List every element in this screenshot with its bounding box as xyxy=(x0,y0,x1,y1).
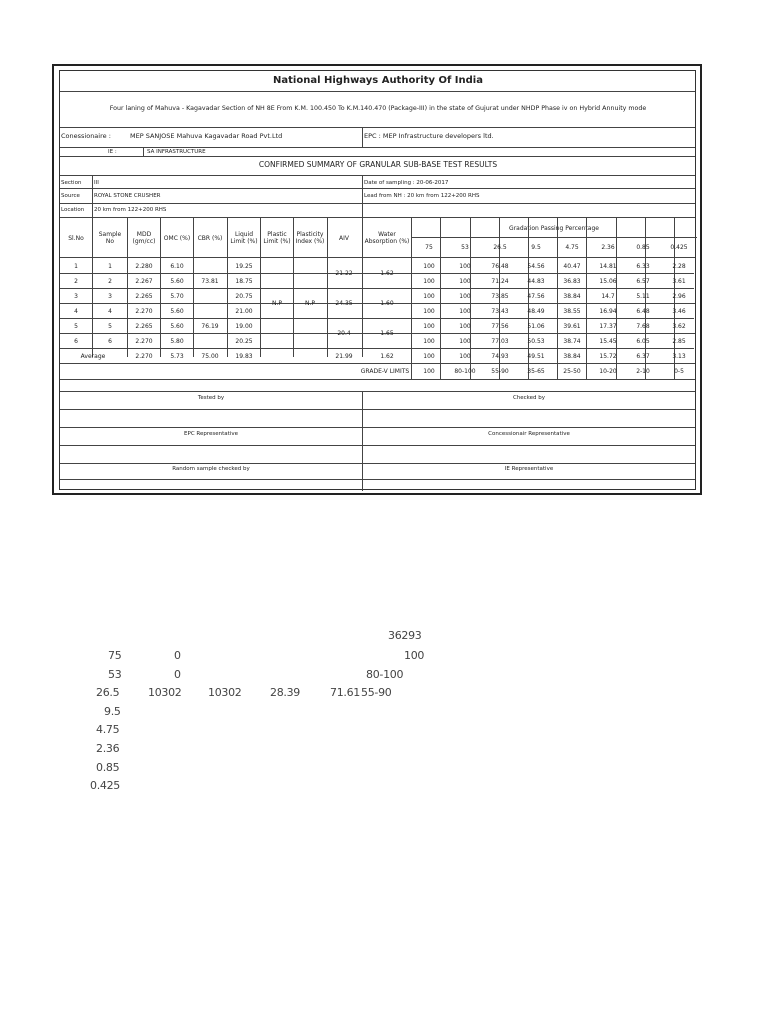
table-row-gradation: 100 xyxy=(459,308,471,315)
header-sample: Sample xyxy=(98,231,122,238)
rule xyxy=(193,217,194,357)
loose-value: 0 xyxy=(174,668,181,681)
table-row-mdd: 2.270 xyxy=(135,338,153,345)
report-title: CONFIRMED SUMMARY OF GRANULAR SUB-BASE TEST RESULTS xyxy=(258,160,498,169)
table-row-gradation: 47.56 xyxy=(527,293,545,300)
section-label: Section xyxy=(61,180,82,186)
rule xyxy=(60,91,695,92)
rule xyxy=(60,445,695,446)
rule xyxy=(60,409,695,410)
table-row-mdd: 2.265 xyxy=(135,323,153,330)
aiv-value: 20.4 xyxy=(337,330,351,337)
table-row-mdd: 2.265 xyxy=(135,293,153,300)
ie-rep-label: IE Representative xyxy=(504,466,554,472)
table-row-gradation: 100 xyxy=(423,323,435,330)
lead-text: Lead from NH : 20 km from 122+200 RHS xyxy=(364,193,480,199)
average-mdd: 2.270 xyxy=(135,353,153,360)
rule xyxy=(60,391,695,392)
rule xyxy=(60,156,695,157)
average-omc: 5.73 xyxy=(170,353,184,360)
sieve-header: 4.75 xyxy=(565,244,579,251)
table-row-gradation: 77.03 xyxy=(491,338,509,345)
tested-by-label: Tested by xyxy=(197,395,225,401)
header-omc: OMC (%) xyxy=(163,235,191,242)
concessionaire-rep-label: Concessionair Representative xyxy=(488,431,570,437)
grade-limit: 2-10 xyxy=(636,368,650,375)
sieve-header: 75 xyxy=(425,244,433,251)
concessionaire-value: MEP SANJOSE Mahuva Kagavadar Road Pvt.Ltd xyxy=(130,132,283,140)
table-row-mdd: 2.270 xyxy=(135,308,153,315)
header-pl-unit: Limit (%) xyxy=(263,238,291,245)
section-value: III xyxy=(94,180,99,186)
table-row-gradation: 40.47 xyxy=(563,263,581,270)
table-row-ll: 20.25 xyxy=(235,338,253,345)
header-mdd: MDD xyxy=(136,231,152,238)
average-gradation: 100 xyxy=(423,353,435,360)
rule xyxy=(60,273,694,274)
table-row-ll: 20.75 xyxy=(235,293,253,300)
sieve-header: 9.5 xyxy=(531,244,541,251)
loose-value: 36293 xyxy=(388,629,422,642)
average-gradation: 100 xyxy=(459,353,471,360)
grade-limit: 80-100 xyxy=(454,368,476,375)
average-aiv: 21.99 xyxy=(335,353,353,360)
table-row-slno: 6 xyxy=(74,338,78,345)
aiv-value: 24.35 xyxy=(335,300,353,307)
table-row-gradation: 7.68 xyxy=(636,323,650,330)
rule xyxy=(60,217,695,218)
rule xyxy=(227,217,228,357)
table-row-gradation: 38.74 xyxy=(563,338,581,345)
rule xyxy=(60,303,695,304)
table-row-slno: 3 xyxy=(74,293,78,300)
water-absorption-value: 1.65 xyxy=(380,330,394,337)
source-value: ROYAL STONE CRUSHER xyxy=(94,193,161,199)
rule xyxy=(60,379,695,380)
location-value: 20 km from 122+200 RHS xyxy=(94,207,167,213)
source-label: Source xyxy=(61,193,80,199)
rule xyxy=(60,348,694,349)
loose-value: 28.39 xyxy=(270,686,300,699)
water-absorption-value: 1.62 xyxy=(380,270,394,277)
rule xyxy=(362,127,363,147)
average-gradation: 74.93 xyxy=(491,353,509,360)
header-cbr: CBR (%) xyxy=(197,235,223,242)
loose-sieve: 0.425 xyxy=(90,779,120,792)
header-sample-no: No xyxy=(105,238,115,245)
rule xyxy=(60,175,695,176)
table-row-sample: 6 xyxy=(108,338,112,345)
grade-limit: 55-90 xyxy=(491,368,509,375)
rule xyxy=(60,333,695,334)
table-row-gradation: 16.94 xyxy=(599,308,617,315)
header-pl: Plastic xyxy=(267,231,287,238)
table-row-gradation: 38.84 xyxy=(563,293,581,300)
rule xyxy=(411,237,697,238)
grade-limit: 35-65 xyxy=(527,368,545,375)
table-row-gradation: 14.7 xyxy=(601,293,615,300)
table-row-ll: 19.00 xyxy=(235,323,253,330)
sieve-header: 0.425 xyxy=(670,244,688,251)
table-row-omc: 5.60 xyxy=(170,323,184,330)
table-row-omc: 5.70 xyxy=(170,293,184,300)
header-water: Water xyxy=(378,231,396,238)
table-row-gradation: 100 xyxy=(423,278,435,285)
loose-value: 10302 xyxy=(208,686,242,699)
rule xyxy=(92,217,93,357)
loose-sieve: 53 xyxy=(108,668,122,681)
table-row-gradation: 71.24 xyxy=(491,278,509,285)
table-row-ll: 21.00 xyxy=(235,308,253,315)
table-row-gradation: 6.05 xyxy=(636,338,650,345)
table-row-sample: 3 xyxy=(108,293,112,300)
table-row-gradation: 100 xyxy=(423,293,435,300)
rule xyxy=(60,203,695,204)
table-row-gradation: 44.83 xyxy=(527,278,545,285)
table-row-gradation: 100 xyxy=(459,278,471,285)
grade-limit: 0-5 xyxy=(674,368,684,375)
date-of-sampling: Date of sampling : 20-06-2017 xyxy=(364,180,449,186)
rule xyxy=(557,217,558,379)
table-row-mdd: 2.267 xyxy=(135,278,153,285)
average-gradation: 49.51 xyxy=(527,353,545,360)
table-row-gradation: 76.48 xyxy=(491,263,509,270)
loose-value: 0 xyxy=(174,649,181,662)
table-row-gradation: 6.57 xyxy=(636,278,650,285)
average-gradation: 15.72 xyxy=(599,353,617,360)
location-label: Location xyxy=(61,207,85,213)
epc-text: EPC : MEP Infrastructure developers ltd. xyxy=(364,132,494,140)
table-row-sample: 4 xyxy=(108,308,112,315)
table-row-gradation: 73.85 xyxy=(491,293,509,300)
sieve-header: 0.85 xyxy=(636,244,650,251)
table-row-gradation: 100 xyxy=(423,338,435,345)
table-row-gradation: 100 xyxy=(423,308,435,315)
table-row-omc: 5.60 xyxy=(170,278,184,285)
table-row-gradation: 39.61 xyxy=(563,323,581,330)
table-row-gradation: 50.53 xyxy=(527,338,545,345)
table-row-gradation: 100 xyxy=(459,293,471,300)
rule xyxy=(440,217,441,379)
table-row-mdd: 2.280 xyxy=(135,263,153,270)
loose-sieve: 75 xyxy=(108,649,122,662)
table-row-gradation: 38.55 xyxy=(563,308,581,315)
table-row-ll: 19.25 xyxy=(235,263,253,270)
table-row-sample: 2 xyxy=(108,278,112,285)
table-row-gradation: 73.43 xyxy=(491,308,509,315)
table-row-gradation: 100 xyxy=(423,263,435,270)
rule xyxy=(362,217,363,357)
table-row-gradation: 48.49 xyxy=(527,308,545,315)
rule xyxy=(92,175,93,217)
average-gradation: 38.84 xyxy=(563,353,581,360)
loose-sieve: 26.5 xyxy=(96,686,120,699)
table-row-slno: 4 xyxy=(74,308,78,315)
plasticity-index-value: N.P xyxy=(304,300,316,307)
table-row-omc: 5.80 xyxy=(170,338,184,345)
rule xyxy=(143,147,144,156)
table-row-sample: 1 xyxy=(108,263,112,270)
loose-value: 10302 xyxy=(148,686,182,699)
cbr-value: 76.19 xyxy=(201,323,219,330)
rule xyxy=(362,175,363,217)
rule xyxy=(60,188,695,189)
report-frame xyxy=(52,64,702,495)
table-row-gradation: 6.48 xyxy=(636,308,650,315)
sieve-header: 2.36 xyxy=(601,244,615,251)
loose-value: 71.61 xyxy=(330,686,360,699)
header-pi-unit: Index (%) xyxy=(295,238,325,245)
average-cbr: 75.00 xyxy=(201,353,219,360)
plastic-limit-value: N.P xyxy=(271,300,283,307)
table-row-gradation: 6.33 xyxy=(636,263,650,270)
table-row-sample: 5 xyxy=(108,323,112,330)
table-row-slno: 1 xyxy=(74,263,78,270)
table-row-slno: 2 xyxy=(74,278,78,285)
table-row-slno: 5 xyxy=(74,323,78,330)
grade-limit: 10-20 xyxy=(599,368,617,375)
table-row-gradation: 2.96 xyxy=(672,293,686,300)
header-gradation: Gradation Passing Percentage xyxy=(509,225,599,232)
average-gradation: 3.13 xyxy=(672,353,686,360)
average-gradation: 6.37 xyxy=(636,353,650,360)
ie-label: IE : xyxy=(108,149,117,155)
rule xyxy=(260,217,261,357)
rule xyxy=(60,479,695,480)
table-row-gradation: 100 xyxy=(459,338,471,345)
table-row-gradation: 15.45 xyxy=(599,338,617,345)
header-aiv: AIV xyxy=(339,235,349,242)
epc-rep-label: EPC Representative xyxy=(184,431,238,437)
rule xyxy=(127,217,128,357)
report-table xyxy=(59,70,696,490)
header-mdd-unit: (gm/cc) xyxy=(132,238,156,245)
rule xyxy=(60,127,695,128)
rule xyxy=(60,257,695,258)
loose-value: 80-100 xyxy=(366,668,404,681)
loose-sieve: 0.85 xyxy=(96,761,120,774)
table-row-omc: 5.60 xyxy=(170,308,184,315)
loose-value: 55-90 xyxy=(361,686,392,699)
table-row-gradation: 15.06 xyxy=(599,278,617,285)
aiv-value: 21.22 xyxy=(335,270,353,277)
average-label: Average xyxy=(80,353,106,360)
rule xyxy=(60,363,695,364)
rule xyxy=(411,217,412,379)
rule xyxy=(60,318,694,319)
average-ll: 19.83 xyxy=(235,353,253,360)
table-row-gradation: 5.11 xyxy=(636,293,650,300)
rule xyxy=(586,217,587,379)
header-water-unit: Absorption (%) xyxy=(364,238,410,245)
loose-sieve: 2.36 xyxy=(96,742,120,755)
page-title: National Highways Authority Of India xyxy=(273,75,483,86)
header-ll-unit: Limit (%) xyxy=(230,238,258,245)
table-row-gradation: 77.56 xyxy=(491,323,509,330)
table-row-omc: 6.10 xyxy=(170,263,184,270)
water-absorption-value: 1.60 xyxy=(380,300,394,307)
table-row-gradation: 51.06 xyxy=(527,323,545,330)
loose-value: 100 xyxy=(404,649,425,662)
checked-by-label: Checked by xyxy=(512,395,546,401)
table-row-gradation: 3.61 xyxy=(672,278,686,285)
table-row-gradation: 100 xyxy=(459,323,471,330)
header-slno: Sl.No xyxy=(68,235,84,242)
table-row-gradation: 54.56 xyxy=(527,263,545,270)
rule xyxy=(327,217,328,357)
rule xyxy=(60,288,694,289)
table-row-gradation: 36.83 xyxy=(563,278,581,285)
table-row-gradation: 100 xyxy=(459,263,471,270)
table-row-gradation: 3.62 xyxy=(672,323,686,330)
random-sample-label: Random sample checked by xyxy=(172,466,250,472)
table-row-gradation: 3.46 xyxy=(672,308,686,315)
sieve-header: 53 xyxy=(461,244,469,251)
rule xyxy=(362,391,363,491)
table-row-gradation: 14.81 xyxy=(599,263,617,270)
rule xyxy=(60,463,695,464)
rule xyxy=(160,217,161,357)
table-row-gradation: 17.37 xyxy=(599,323,617,330)
project-description: Four laning of Mahuva - Kagavadar Section of NH 8E From K.M. 100.450 To K.M.140.470 (Package-III) in the state of Gujurat under NHDP Phase iv on Hybrid Annuity mode xyxy=(109,105,647,112)
header-ll: Liquid xyxy=(234,231,254,238)
rule xyxy=(293,217,294,357)
table-row-ll: 18.75 xyxy=(235,278,253,285)
concessionaire-label: Conessionaire : xyxy=(61,132,111,140)
rule xyxy=(60,427,695,428)
loose-sieve: 4.75 xyxy=(96,723,120,736)
loose-sieve: 9.5 xyxy=(104,705,121,718)
grade-limit: 100 xyxy=(423,368,435,375)
ie-value: SA INFRASTRUCTURE xyxy=(147,149,206,155)
table-row-gradation: 2.85 xyxy=(672,338,686,345)
grade-limits-label: GRADE-V LIMITS xyxy=(360,368,410,375)
table-row-gradation: 2.28 xyxy=(672,263,686,270)
sieve-header: 26.5 xyxy=(493,244,507,251)
header-pi: Plasticity xyxy=(296,231,324,238)
grade-limit: 25-50 xyxy=(563,368,581,375)
average-water-absorption: 1.62 xyxy=(380,353,394,360)
cbr-value: 73.81 xyxy=(201,278,219,285)
